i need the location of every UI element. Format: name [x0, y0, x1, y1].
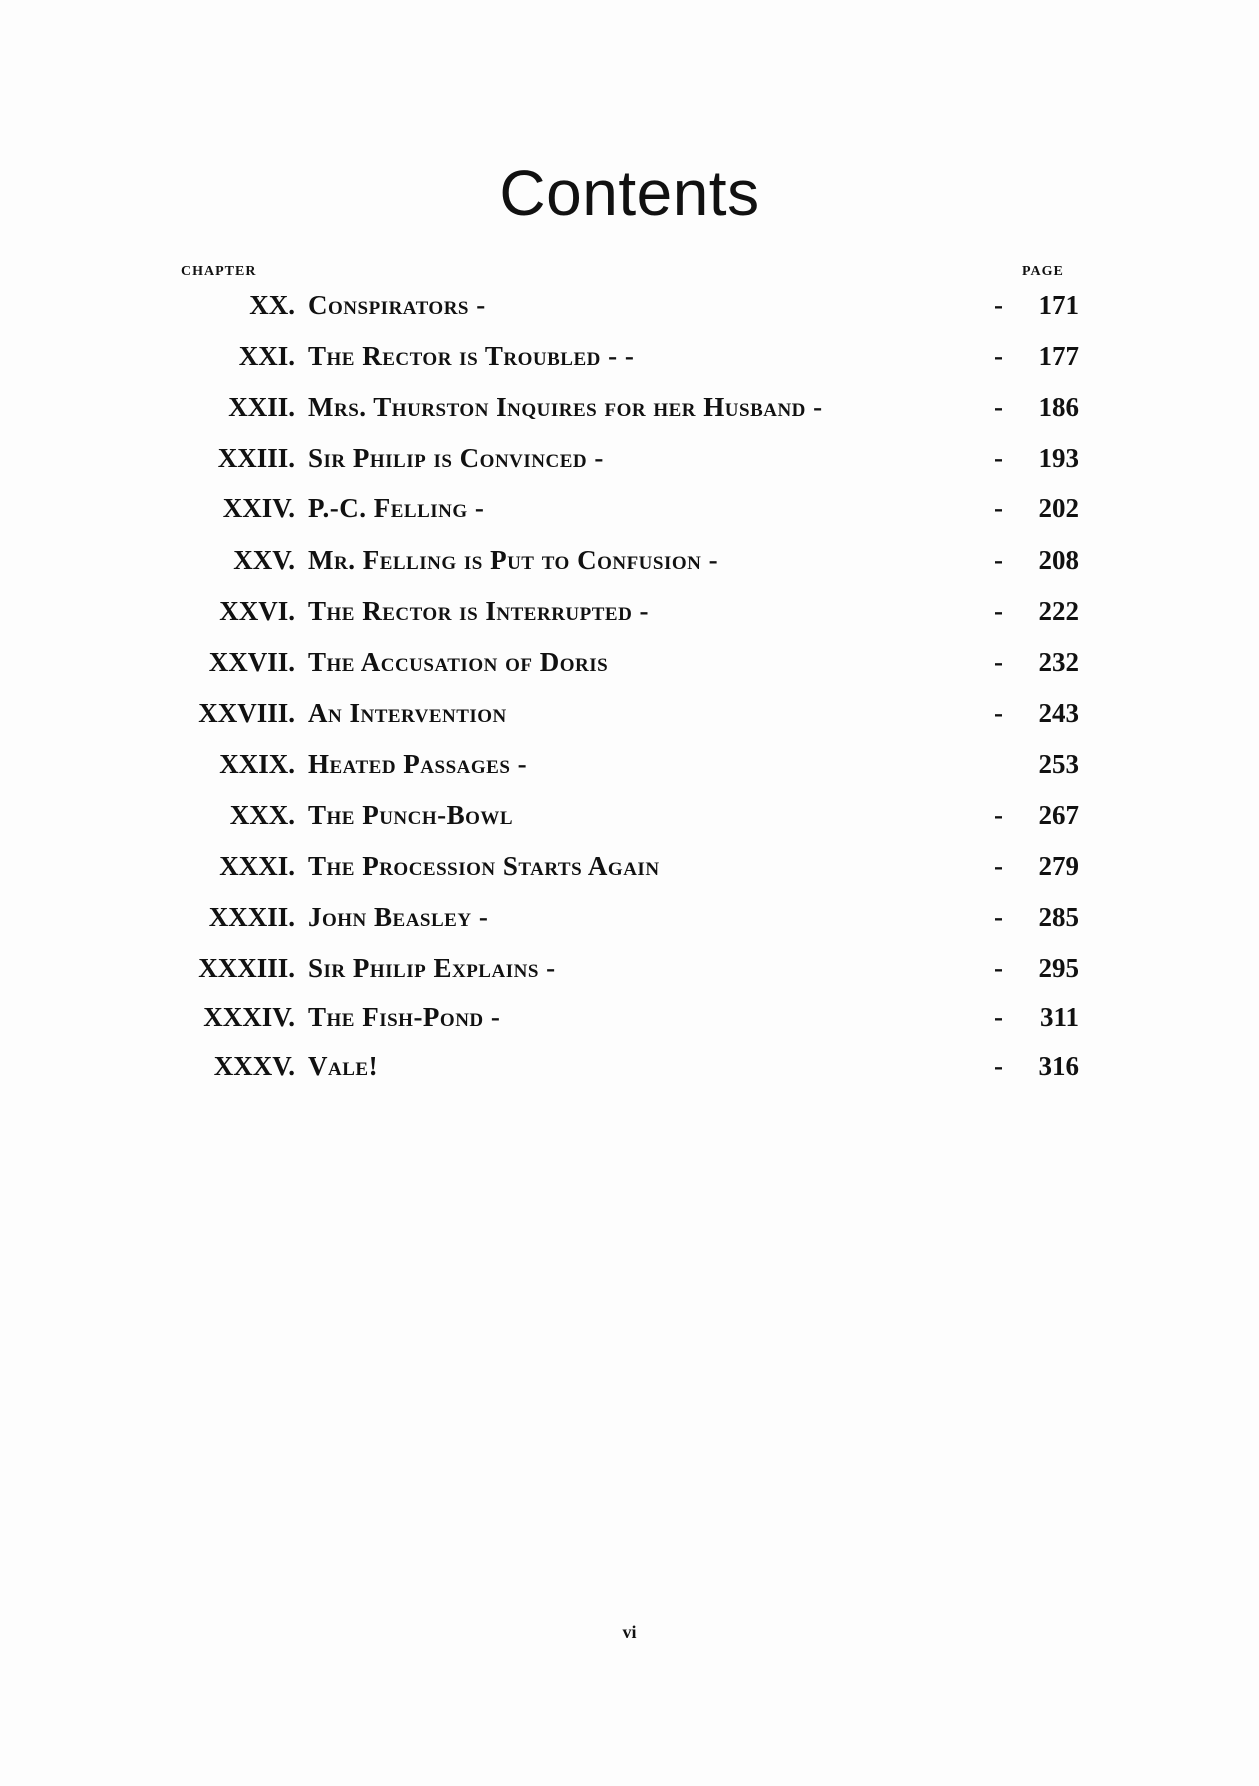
chapter-title: Vale! [308, 1051, 379, 1081]
page-number: 222 [1038, 596, 1079, 626]
toc-entry [0, 800, 1259, 840]
chapter-column-header: CHAPTER [181, 264, 257, 279]
page-number: 279 [1038, 851, 1079, 881]
chapter-title: Sir Philip is Convinced - [308, 443, 604, 473]
leader-dash: - [994, 851, 1003, 881]
page-number: 253 [1038, 749, 1079, 779]
chapter-number: XXIV. [222, 493, 295, 523]
chapter-title: The Accusation of Doris [308, 647, 609, 677]
chapter-number: XXX. [229, 800, 295, 830]
page-number: 171 [1038, 290, 1079, 320]
toc-entry [0, 341, 1259, 381]
toc-entry [0, 596, 1259, 636]
toc-entry [0, 493, 1259, 533]
page-number: 316 [1038, 1051, 1079, 1081]
page-number: 202 [1038, 493, 1079, 523]
chapter-title: Conspirators - [308, 290, 486, 320]
chapter-number: XXXV. [213, 1051, 295, 1081]
chapter-title: An Intervention [308, 698, 507, 728]
toc-entry [0, 698, 1259, 738]
chapter-number: XXVII. [208, 647, 295, 677]
page-title: Contents [499, 157, 760, 229]
toc-entry [0, 953, 1259, 993]
leader-dash: - [994, 493, 1003, 523]
leader-dash: - [994, 290, 1003, 320]
chapter-number: XX. [249, 290, 295, 320]
toc-entry [0, 902, 1259, 942]
chapter-number: XXXIII. [198, 953, 295, 983]
page-number: 285 [1038, 902, 1079, 932]
leader-dash: - [994, 545, 1003, 575]
chapter-title: Mr. Felling is Put to Confusion - [308, 545, 719, 575]
leader-dash: - [994, 800, 1003, 830]
page-number: 243 [1038, 698, 1079, 728]
page-folio: vi [622, 1622, 637, 1642]
chapter-title: John Beasley - [308, 902, 489, 932]
leader-dash: - [994, 647, 1003, 677]
chapter-number: XXXIV. [203, 1002, 295, 1032]
toc-entry [0, 290, 1259, 330]
chapter-title: The Rector is Interrupted - [308, 596, 650, 626]
page-number: 193 [1038, 443, 1079, 473]
leader-dash: - [994, 698, 1003, 728]
chapter-number: XXIX. [219, 749, 295, 779]
page-number: 267 [1038, 800, 1079, 830]
chapter-title: Mrs. Thurston Inquires for her Husband - [308, 392, 823, 422]
chapter-title: The Procession Starts Again [308, 851, 660, 881]
leader-dash: - [994, 1002, 1003, 1032]
chapter-number: XXII. [228, 392, 295, 422]
leader-dash: - [994, 596, 1003, 626]
leader-dash: - [994, 443, 1003, 473]
chapter-number: XXV. [233, 545, 295, 575]
page-number: 232 [1038, 647, 1079, 677]
toc-entry [0, 1002, 1259, 1042]
chapter-title: The Rector is Troubled - - [308, 341, 635, 371]
toc-entry [0, 545, 1259, 585]
chapter-title: P.-C. Felling - [308, 493, 485, 523]
chapter-title: Heated Passages - [308, 749, 528, 779]
toc-entry [0, 851, 1259, 891]
page-column-header: PAGE [1022, 264, 1064, 279]
page-number: 186 [1038, 392, 1079, 422]
chapter-number: XXXI. [219, 851, 295, 881]
chapter-number: XXVIII. [198, 698, 295, 728]
chapter-number: XXXII. [208, 902, 295, 932]
toc-entry [0, 1051, 1259, 1091]
page-number: 177 [1038, 341, 1079, 371]
chapter-number: XXIII. [217, 443, 295, 473]
toc-entry [0, 647, 1259, 687]
toc-entry [0, 392, 1259, 432]
toc-entry [0, 749, 1259, 789]
leader-dash: - [994, 392, 1003, 422]
chapter-title: Sir Philip Explains - [308, 953, 556, 983]
chapter-number: XXVI. [219, 596, 295, 626]
toc-entry [0, 443, 1259, 483]
chapter-number: XXI. [238, 341, 295, 371]
leader-dash: - [994, 953, 1003, 983]
leader-dash: - [994, 1051, 1003, 1081]
page-number: 208 [1038, 545, 1079, 575]
page-number: 295 [1038, 953, 1079, 983]
leader-dash: - [994, 902, 1003, 932]
chapter-title: The Punch-Bowl [308, 800, 514, 830]
chapter-title: The Fish-Pond - [308, 1002, 501, 1032]
leader-dash: - [994, 341, 1003, 371]
page-number: 311 [1039, 1002, 1079, 1032]
